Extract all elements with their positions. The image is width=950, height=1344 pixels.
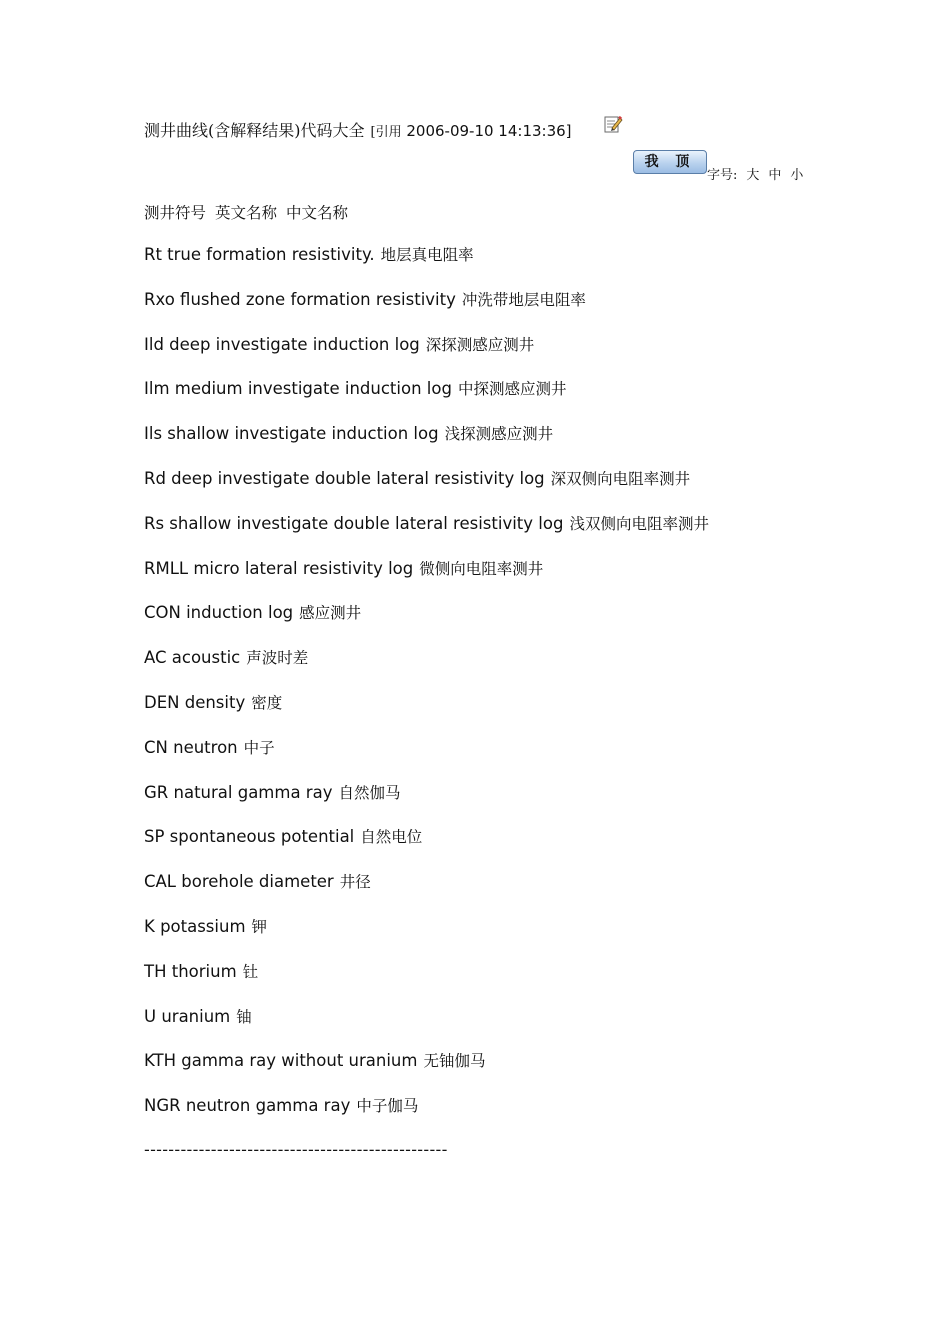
item-english: CON induction log [144,603,294,623]
item-english: NGR neutron gamma ray [144,1096,351,1116]
font-size-label: 字号: [707,168,738,183]
item-chinese: 铀 [236,1007,252,1026]
list-item [144,692,282,714]
item-english: DEN density [144,693,246,712]
list-item [144,782,400,804]
font-size-switcher [707,164,803,183]
item-chinese: 钍 [242,962,259,981]
item-english: KTH gamma ray without uranium [144,1051,418,1071]
article-title [144,118,572,141]
edit-note-icon[interactable] [603,114,623,134]
post-timestamp: 2006-09-10 14:13:36] [406,122,572,140]
item-chinese: 自然电位 [360,828,423,847]
item-english: TH thorium [144,961,237,981]
item-english: K potassium [144,917,246,936]
item-english: Ils shallow investigate induction log [144,424,439,444]
font-size-medium[interactable]: 中 [768,168,782,183]
header-symbol: 测井符号 [144,204,207,222]
list-item [144,737,275,759]
item-english: Rxo flushed zone formation resistivity [144,289,456,309]
item-english: Ilm medium investigate induction log [144,379,452,399]
quote-label: [引用 [370,125,402,140]
list-item [144,378,566,400]
item-english: Rt true formation resistivity. [144,245,375,264]
item-chinese: 中子 [243,738,275,757]
item-english: GR natural gamma ray [144,782,333,802]
list-item [144,513,709,535]
list-item [144,871,371,893]
item-chinese: 微侧向电阻率测井 [419,559,544,578]
header-english: 英文名称 [215,204,278,222]
title-text: 测井曲线(含解释结果)代码大全 [144,121,365,140]
item-english: RMLL micro lateral resistivity log [144,558,414,578]
item-chinese: 自然伽马 [338,783,401,802]
header-chinese: 中文名称 [286,204,349,222]
item-chinese: 中子伽马 [356,1097,419,1116]
list-item [144,647,308,669]
item-chinese: 冲洗带地层电阻率 [461,290,586,309]
font-size-small[interactable]: 小 [790,168,804,183]
item-chinese: 声波时差 [246,649,309,668]
list-item [144,961,258,983]
divider-line: -------------------------------------------------- [144,1140,448,1159]
item-english: CN neutron [144,737,238,757]
top-button[interactable]: 我 顶 [633,150,707,174]
item-chinese: 钾 [251,918,268,936]
list-item [144,244,474,266]
list-item [144,289,586,311]
list-item [144,334,534,356]
list-item [144,423,553,445]
item-chinese: 无铀伽马 [423,1052,486,1071]
item-english: Rs shallow investigate double lateral resistivity log [144,513,564,533]
item-english: AC acoustic [144,648,241,668]
item-chinese: 深探测感应测井 [425,335,535,354]
list-item [144,558,543,580]
item-chinese: 地层真电阻率 [380,246,474,264]
list-item [144,916,267,938]
item-chinese: 感应测井 [299,604,362,623]
column-header [144,201,357,223]
title-meta [371,122,572,140]
list-item [144,1006,252,1028]
item-chinese: 中探测感应测井 [457,380,567,399]
list-item [144,1050,485,1072]
item-english: Ild deep investigate induction log [144,334,420,354]
item-chinese: 浅双侧向电阻率测井 [569,514,709,533]
list-item [144,826,422,848]
font-size-large[interactable]: 大 [746,168,760,183]
item-chinese: 井径 [339,873,371,892]
item-chinese: 浅探测感应测井 [444,425,554,444]
item-english: SP spontaneous potential [144,827,355,847]
item-chinese: 深双侧向电阻率测井 [550,470,691,488]
item-english: Rd deep investigate double lateral resistivity log [144,469,545,488]
list-item [144,468,690,490]
item-english: CAL borehole diameter [144,872,334,892]
item-english: U uranium [144,1006,231,1026]
list-item [144,1095,418,1117]
item-chinese: 密度 [251,694,283,712]
list-item [144,602,361,624]
